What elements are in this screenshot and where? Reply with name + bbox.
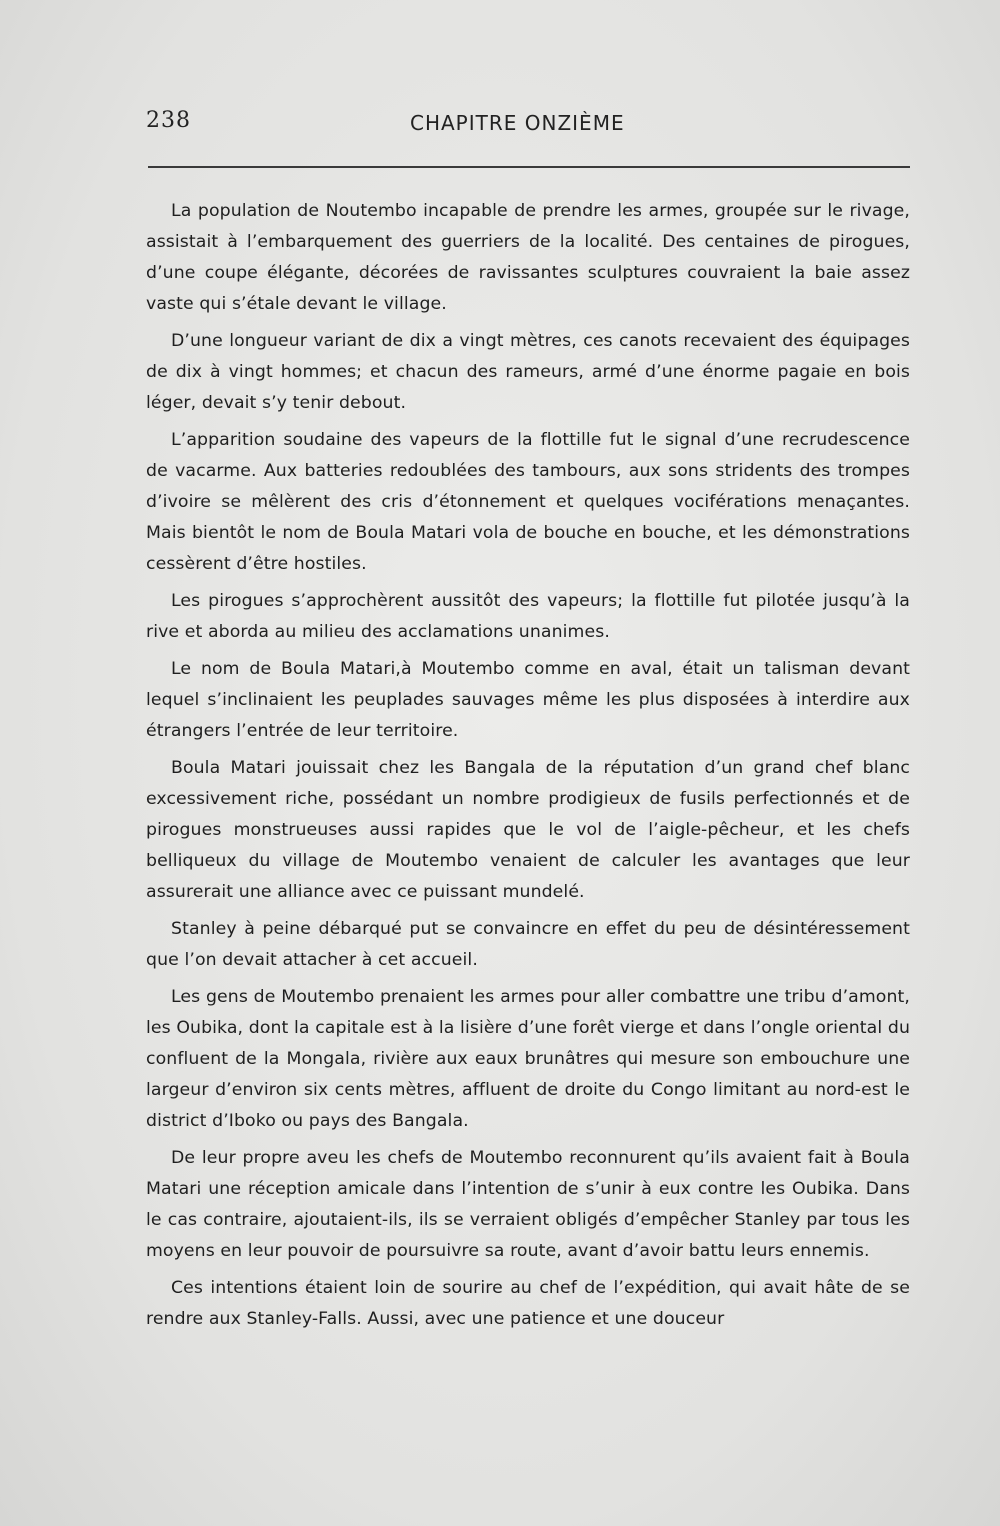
page-header <box>146 108 910 142</box>
paragraph: De leur propre aveu les chefs de Moutembo reconnurent qu’ils avaient fait à Boula Matari une réception amicale dans l’intention de s’unir à eux contre les Oubika. Dans le cas contraire, ajoutaient-ils, ils se verraient obligés d’empêcher Stanley par tous les moyens en leur pouvoir de poursuivre sa route, avant d’avoir battu leurs ennemis. <box>146 1148 910 1261</box>
paragraph: D’une longueur variant de dix a vingt mètres, ces canots recevaient des équipages de dix à vingt hommes; et chacun des rameurs, armé d’une énorme pagaie en bois léger, devait s’y tenir debout. <box>146 331 910 413</box>
paragraph: Ces intentions étaient loin de sourire au chef de l’expédition, qui avait hâte de se rendre aux Stanley-Falls. Aussi, avec une patience et une douceur <box>146 1278 910 1329</box>
page-number: 238 <box>146 108 191 133</box>
paragraph: La population de Noutembo incapable de prendre les armes, groupée sur le rivage, assistait à l’embarquement des guerriers de la localité. Des centaines de pirogues, d’une coupe élégante, décorées de ravissantes sculptures couvraient la baie assez vaste qui s’étale devant le village. <box>146 201 910 314</box>
paragraph: Le nom de Boula Matari,à Moutembo comme en aval, était un talisman devant lequel s’inclinaient les peuplades sauvages même les plus disposées à interdire aux étrangers l’entrée de leur territoire. <box>146 659 910 741</box>
paragraph: Boula Matari jouissait chez les Bangala de la réputation d’un grand chef blanc excessivement riche, possédant un nombre prodigieux de fusils perfectionnés et de pirogues monstrueuses aussi rapides que le vol de l’aigle-pêcheur, et les chefs belliqueux du village de Moutembo venaient de calculer les avantages que leur assurerait une alliance avec ce puissant mundelé. <box>146 758 910 902</box>
paragraph: Stanley à peine débarqué put se convaincre en effet du peu de désintéressement que l’on devait attacher à cet accueil. <box>146 919 910 970</box>
body-text <box>146 196 910 1341</box>
header-rule <box>148 166 910 168</box>
paragraph: Les pirogues s’approchèrent aussitôt des vapeurs; la flottille fut pilotée jusqu’à la rive et aborda au milieu des acclamations unanimes. <box>146 591 910 642</box>
paragraph: Les gens de Moutembo prenaient les armes pour aller combattre une tribu d’amont, les Oubika, dont la capitale est à la lisière d’une forêt vierge et dans l’ongle oriental du confluent de la Mongala, rivière aux eaux brunâtres qui mesure son embouchure une largeur d’environ six cents mètres, affluent de droite du Congo limitant au nord-est le district d’Iboko ou pays des Bangala. <box>146 987 910 1131</box>
running-head: CHAPITRE ONZIÈME <box>410 111 625 135</box>
paragraph: L’apparition soudaine des vapeurs de la flottille fut le signal d’une recrudescence de vacarme. Aux batteries redoublées des tambours, aux sons stridents des trompes d’ivoire se mêlèrent des cris d’étonnement et quelques vociférations menaçantes. Mais bientôt le nom de Boula Matari vola de bouche en bouche, et les démonstrations cessèrent d’être hostiles. <box>146 430 910 574</box>
